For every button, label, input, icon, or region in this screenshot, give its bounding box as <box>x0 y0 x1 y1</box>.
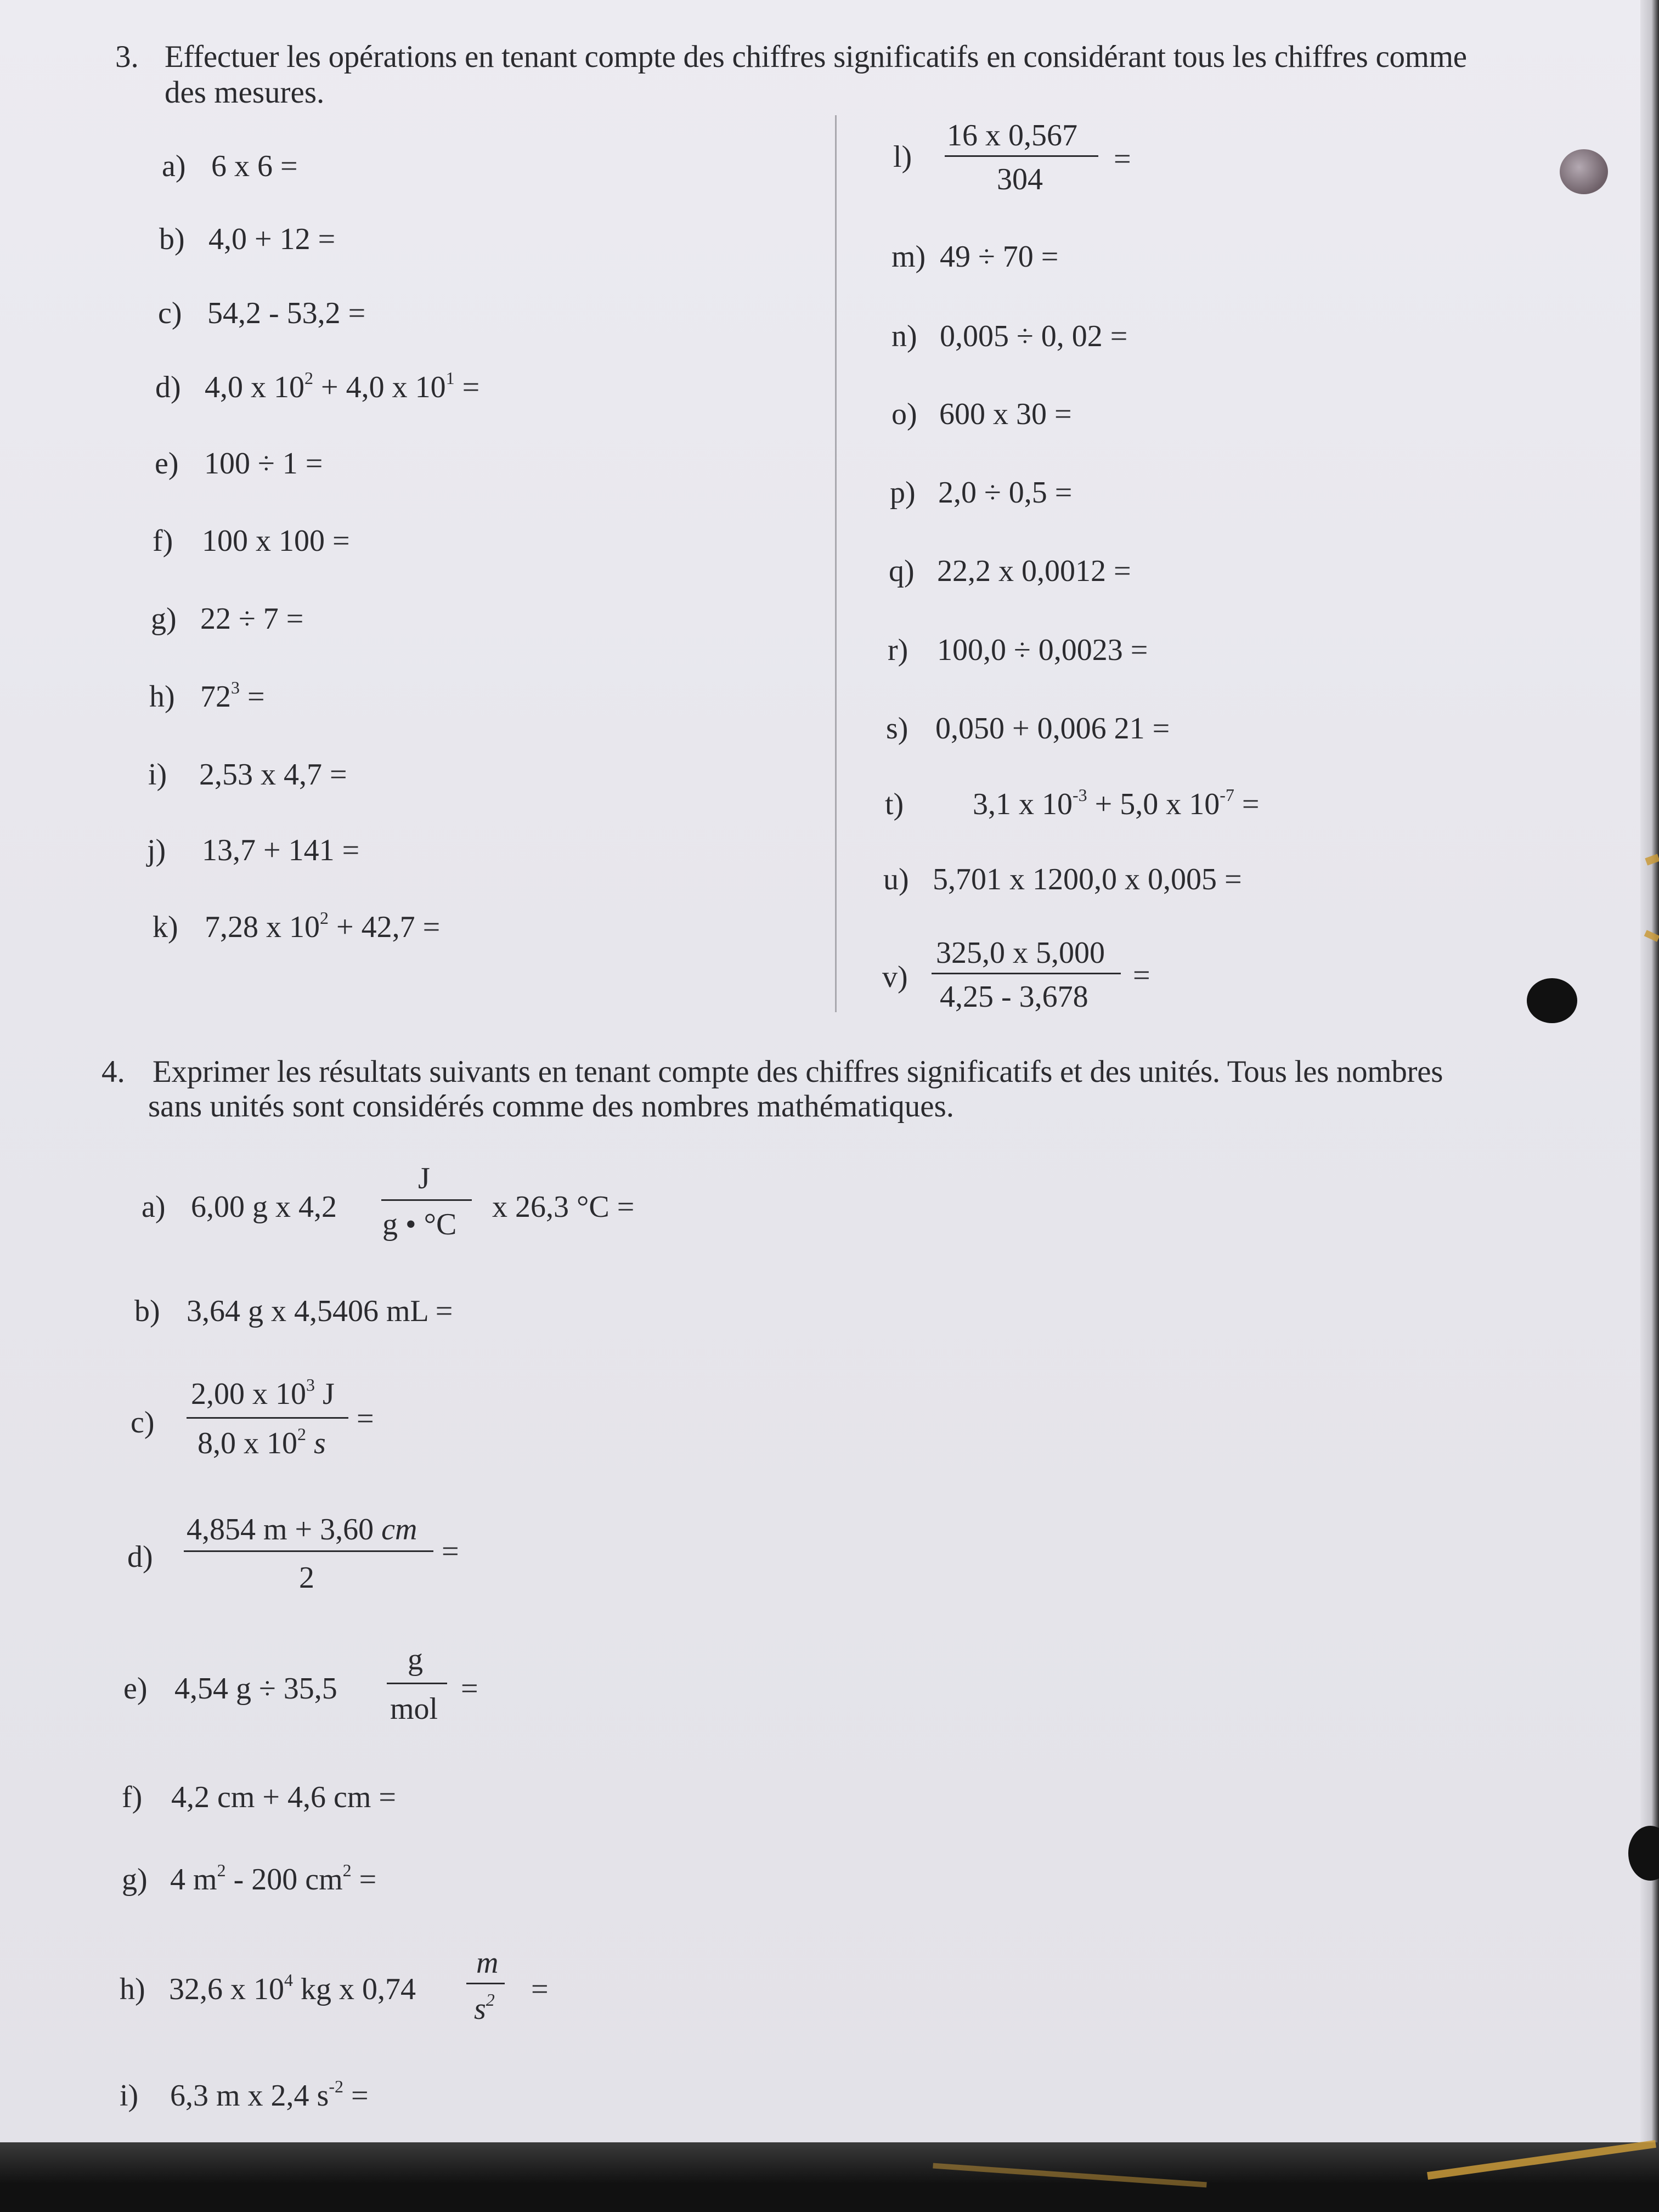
q4i-expression: 6,3 m x 2,4 $s^{-2}$ = <box>170 2076 369 2113</box>
q3g-expression: 22 ÷ 7 = <box>200 602 304 636</box>
q4b-expression: 3,64 g x 4,5406 mL = <box>187 1294 453 1328</box>
q4a-prefix: 6,00 g x 4,2 <box>191 1190 337 1224</box>
q3b-label: b) <box>159 222 185 256</box>
q3v-label: v) <box>882 960 908 994</box>
binder-hole <box>1527 978 1577 1023</box>
fraction-bar <box>466 1983 505 1984</box>
q4i-label: i) <box>120 2079 139 2113</box>
q3-instruction-line2: des mesures. <box>165 75 325 110</box>
q3u-label: u) <box>883 862 909 896</box>
q4a-fraction <box>381 1162 475 1244</box>
q4b-label: b) <box>134 1294 160 1328</box>
q3j-expression: 13,7 + 141 = <box>202 833 360 867</box>
q3l-numerator: 16 x 0,567 <box>947 119 1077 153</box>
q3n-label: n) <box>891 319 917 353</box>
q4f-label: f) <box>122 1780 143 1814</box>
q4c-numerator: 2,00 x $10^3$ J <box>191 1375 335 1411</box>
q4c-denominator: 8,0 x $10^2$ s <box>198 1424 326 1460</box>
fraction-bar <box>381 1199 472 1201</box>
q3j-label: j) <box>147 833 166 867</box>
q4h-fraction <box>466 1946 510 2034</box>
column-divider <box>835 115 837 1012</box>
q3r-label: r) <box>888 633 909 667</box>
q3e-expression: 100 ÷ 1 = <box>204 447 323 481</box>
q4d-fraction <box>184 1513 436 1595</box>
q3l-fraction <box>945 118 1098 195</box>
q4c-label: c) <box>131 1406 155 1440</box>
q3c-expression: 54,2 - 53,2 = <box>207 296 366 330</box>
binder-hole <box>1560 149 1608 194</box>
q4a-label: a) <box>142 1190 166 1224</box>
q3r-expression: 100,0 ÷ 0,0023 = <box>937 633 1148 667</box>
q3t-label: t) <box>885 787 904 821</box>
q3v-equals: = <box>1133 958 1150 992</box>
q4h-label: h) <box>120 1972 145 2006</box>
q4a-numerator: J <box>418 1161 430 1195</box>
q3o-expression: 600 x 30 = <box>939 397 1072 431</box>
q4d-denominator: 2 <box>299 1561 314 1595</box>
q4h-denominator: $s^2$ <box>474 1990 495 2026</box>
q3m-label: m) <box>891 240 926 274</box>
q3p-label: p) <box>890 476 916 510</box>
q4e-prefix: 4,54 g ÷ 35,5 <box>174 1672 337 1706</box>
q3f-expression: 100 x 100 = <box>202 524 350 558</box>
q4a-denominator: g • °C <box>382 1207 457 1242</box>
q4c-equals: = <box>357 1402 374 1436</box>
q3n-expression: 0,005 ÷ 0, 02 = <box>940 319 1128 353</box>
q4c-fraction <box>187 1374 351 1460</box>
q3m-expression: 49 ÷ 70 = <box>940 240 1059 274</box>
q4h-equals: = <box>531 1972 549 2006</box>
q3l-equals: = <box>1114 142 1131 176</box>
q3e-label: e) <box>155 447 179 481</box>
q3b-expression: 4,0 + 12 = <box>208 222 336 256</box>
q4-instruction-line1: Exprimer les résultats suivants en tenant compte des chiffres significatifs et des unités. Tous les nombres <box>153 1054 1443 1089</box>
q4-instruction-line2: sans unités sont considérés comme des nombres mathématiques. <box>148 1089 955 1124</box>
q3v-denominator: 4,25 - 3,678 <box>940 980 1088 1014</box>
q4g-label: g) <box>122 1863 148 1897</box>
q4h-numerator: m <box>476 1946 499 1980</box>
q3q-expression: 22,2 x 0,0012 = <box>937 554 1131 588</box>
q3a-label: a) <box>162 149 186 183</box>
q3o-label: o) <box>891 397 917 431</box>
q3t-expression: 3,1 x $10^{-3} + 5,0$ x $10^{-7}$ = <box>973 785 1260 821</box>
q3-instruction-line1: Effectuer les opérations en tenant compte des chiffres significatifs en considérant tous les chiffres comme <box>165 40 1467 74</box>
fraction-bar <box>387 1683 447 1684</box>
q3l-denominator: 304 <box>997 162 1043 196</box>
q4-number: 4. <box>101 1054 125 1089</box>
fraction-bar <box>187 1417 348 1419</box>
q4e-label: e) <box>123 1672 148 1706</box>
q4d-label: d) <box>127 1540 153 1574</box>
q3h-expression: $72^3$ = <box>200 678 265 714</box>
q3q-label: q) <box>889 554 915 588</box>
q4a-suffix: x 26,3 °C = <box>492 1190 635 1224</box>
q3d-expression: 4,0 x $10^2 + 4,0$ x $10^1$ = <box>205 368 480 404</box>
fraction-bar <box>184 1550 433 1552</box>
q4e-denominator: mol <box>390 1692 438 1726</box>
q3-number: 3. <box>115 40 139 74</box>
q4f-expression: 4,2 cm + 4,6 cm = <box>171 1780 396 1814</box>
q4d-equals: = <box>442 1534 459 1568</box>
q3k-label: k) <box>153 910 178 944</box>
q3v-fraction <box>932 936 1124 1013</box>
q3c-label: c) <box>158 296 182 330</box>
q3v-numerator: 325,0 x 5,000 <box>936 936 1105 970</box>
q3f-label: f) <box>153 524 173 558</box>
q3s-expression: 0,050 + 0,006 21 = <box>935 712 1170 746</box>
q3u-expression: 5,701 x 1200,0 x 0,005 = <box>933 862 1242 896</box>
q4g-expression: 4 $m^2 - 200$ $cm^2$ = <box>170 1860 377 1897</box>
q3d-label: d) <box>155 370 181 404</box>
q4e-numerator: g <box>408 1643 423 1677</box>
q3a-expression: 6 x 6 = <box>211 149 298 183</box>
q3l-label: l) <box>893 140 912 174</box>
q3g-label: g) <box>151 602 177 636</box>
q3k-expression: 7,28 x $10^2 + 42,7$ = <box>205 908 441 944</box>
fraction-bar <box>932 973 1121 974</box>
q4e-equals: = <box>461 1672 478 1706</box>
fraction-bar <box>945 155 1098 157</box>
q3s-label: s) <box>886 712 909 746</box>
q3i-label: i) <box>148 758 167 792</box>
q3h-label: h) <box>149 680 175 714</box>
q4h-prefix: 32,6 x $10^4$ kg x 0,74 <box>169 1970 416 2006</box>
page-edge <box>1640 0 1659 2142</box>
table-surface <box>0 2142 1659 2212</box>
q4e-fraction <box>387 1643 453 1731</box>
q3p-expression: 2,0 ÷ 0,5 = <box>938 476 1073 510</box>
q4d-numerator: 4,854 m + 3,60 cm <box>187 1513 417 1547</box>
q3i-expression: 2,53 x 4,7 = <box>199 758 347 792</box>
